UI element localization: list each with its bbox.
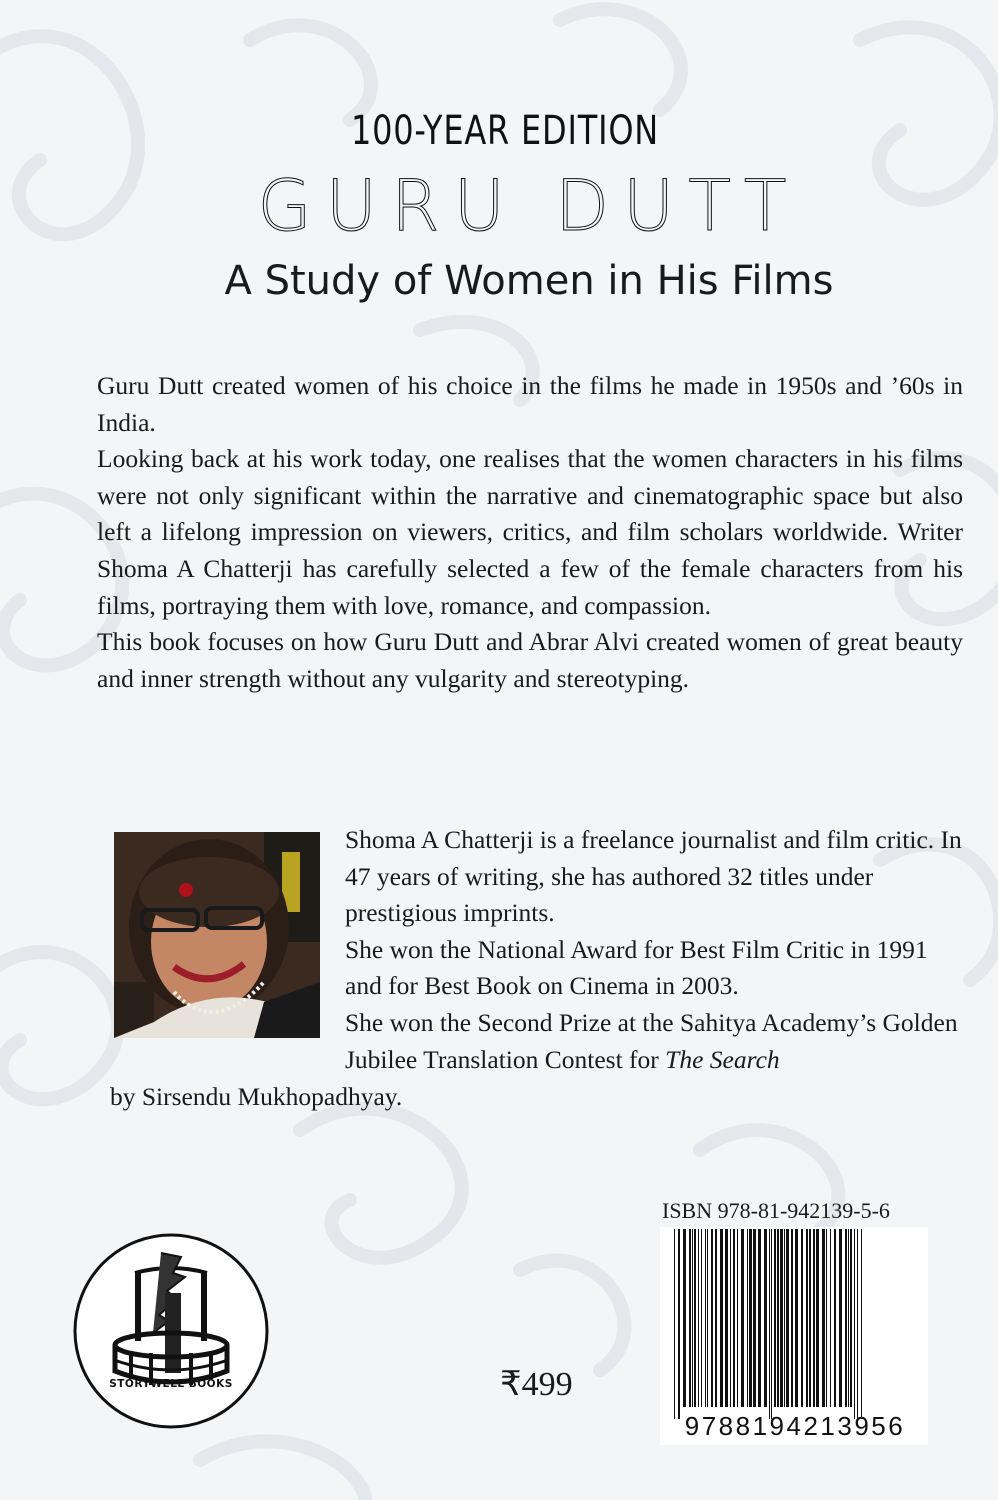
barcode-bar	[771, 1229, 772, 1419]
barcode-bar	[689, 1229, 691, 1407]
barcode-bar	[830, 1229, 831, 1407]
barcode-bar	[720, 1229, 723, 1407]
barcode-bar	[692, 1229, 693, 1407]
barcode-bar	[774, 1229, 776, 1407]
barcode-bar	[707, 1229, 708, 1407]
author-photo	[114, 832, 320, 1038]
barcode-bar	[749, 1229, 752, 1407]
barcode-bar	[780, 1229, 783, 1407]
author-bio	[345, 822, 963, 1078]
barcode-bar	[839, 1229, 842, 1407]
barcode-bar	[711, 1229, 713, 1407]
barcode-bar	[737, 1229, 738, 1407]
barcode-bar	[683, 1229, 686, 1407]
barcode-bar	[725, 1229, 728, 1407]
price-label: ₹499	[500, 1366, 573, 1403]
isbn-label: ISBN 978-81-942139-5-6	[662, 1198, 890, 1223]
barcode-bar	[777, 1229, 779, 1407]
barcode-bar	[698, 1229, 699, 1407]
barcode-bar	[848, 1229, 849, 1407]
barcode-bar	[809, 1229, 811, 1407]
barcode-bar	[741, 1229, 744, 1407]
barcode-bar	[791, 1229, 793, 1407]
barcode-bar	[813, 1229, 815, 1407]
book-title: GURU DUTT	[257, 165, 801, 247]
author-bio-text: She won the Second Prize at the Sahitya Academy’s Golden Jubilee Translation Contest for	[345, 1007, 958, 1074]
barcode-bar	[769, 1229, 770, 1419]
barcode-bar	[694, 1229, 696, 1407]
barcode-bar	[857, 1229, 858, 1419]
barcode-bar	[850, 1229, 852, 1407]
author-bio-tail: by Sirsendu Mukhopadhyay.	[110, 1082, 403, 1111]
barcode-bar	[758, 1229, 761, 1407]
author-bio-paragraph: She won the National Award for Best Film Critic in 1991 and for Best Book on Cinema in 2003.	[345, 934, 928, 1001]
blurb-paragraph: This book focuses on how Guru Dutt and Abrar Alvi created women of great beauty and inner strength without any vulgarity and stereotyping.	[97, 627, 963, 693]
barcode-bar	[747, 1229, 748, 1407]
book-blurb	[97, 368, 963, 697]
barcode-bar	[705, 1229, 706, 1407]
publisher-logo	[73, 1233, 269, 1429]
barcode-bar	[826, 1229, 827, 1407]
barcode-bar	[854, 1229, 855, 1419]
blurb-paragraph: Guru Dutt created women of his choice in the films he made in 1950s and ’60s in India.	[97, 371, 963, 437]
book-subtitle: A Study of Women in His Films	[224, 258, 834, 304]
barcode-bar	[801, 1229, 803, 1407]
barcode-bar	[806, 1229, 808, 1407]
publisher-name: STORYWELL BOOKS	[109, 1378, 233, 1390]
author-bio-paragraph: Shoma A Chatterji is a freelance journalist and film critic. In 47 years of writing, she has authored 32 titles under prestigious imprints.	[345, 825, 962, 928]
barcode-bar	[795, 1229, 798, 1407]
barcode-bar	[764, 1229, 767, 1407]
barcode-bar	[678, 1229, 680, 1419]
barcode-bar	[861, 1229, 862, 1419]
barcode-bar	[784, 1229, 785, 1407]
barcode-bar	[730, 1229, 731, 1407]
author-bio-paragraph	[345, 1005, 963, 1078]
barcode-bar	[733, 1229, 735, 1407]
barcode-bar	[753, 1229, 756, 1407]
barcode-bar	[674, 1229, 675, 1419]
barcode-bar	[786, 1229, 789, 1407]
translated-work-title: The Search	[665, 1044, 780, 1074]
barcode-bar	[845, 1229, 847, 1407]
barcode-bar	[816, 1229, 819, 1407]
barcode-bar	[834, 1229, 836, 1407]
barcode-bar	[715, 1229, 717, 1407]
barcode-bar	[701, 1229, 702, 1407]
barcode-digits: 9788194213956	[684, 1411, 906, 1441]
blurb-paragraph: Looking back at his work today, one realises that the women characters in his films were not only significant within the narrative and cinematographic space but also left a lifelong impression on viewers, critics, and film scholars worldwide. Writer Shoma A Chatterji has carefully selected a few of the female characters from his films, portraying them with love, romance, and compassion.	[97, 444, 963, 620]
barcode-bar	[822, 1229, 825, 1407]
edition-label: 100-YEAR EDITION	[350, 108, 660, 154]
